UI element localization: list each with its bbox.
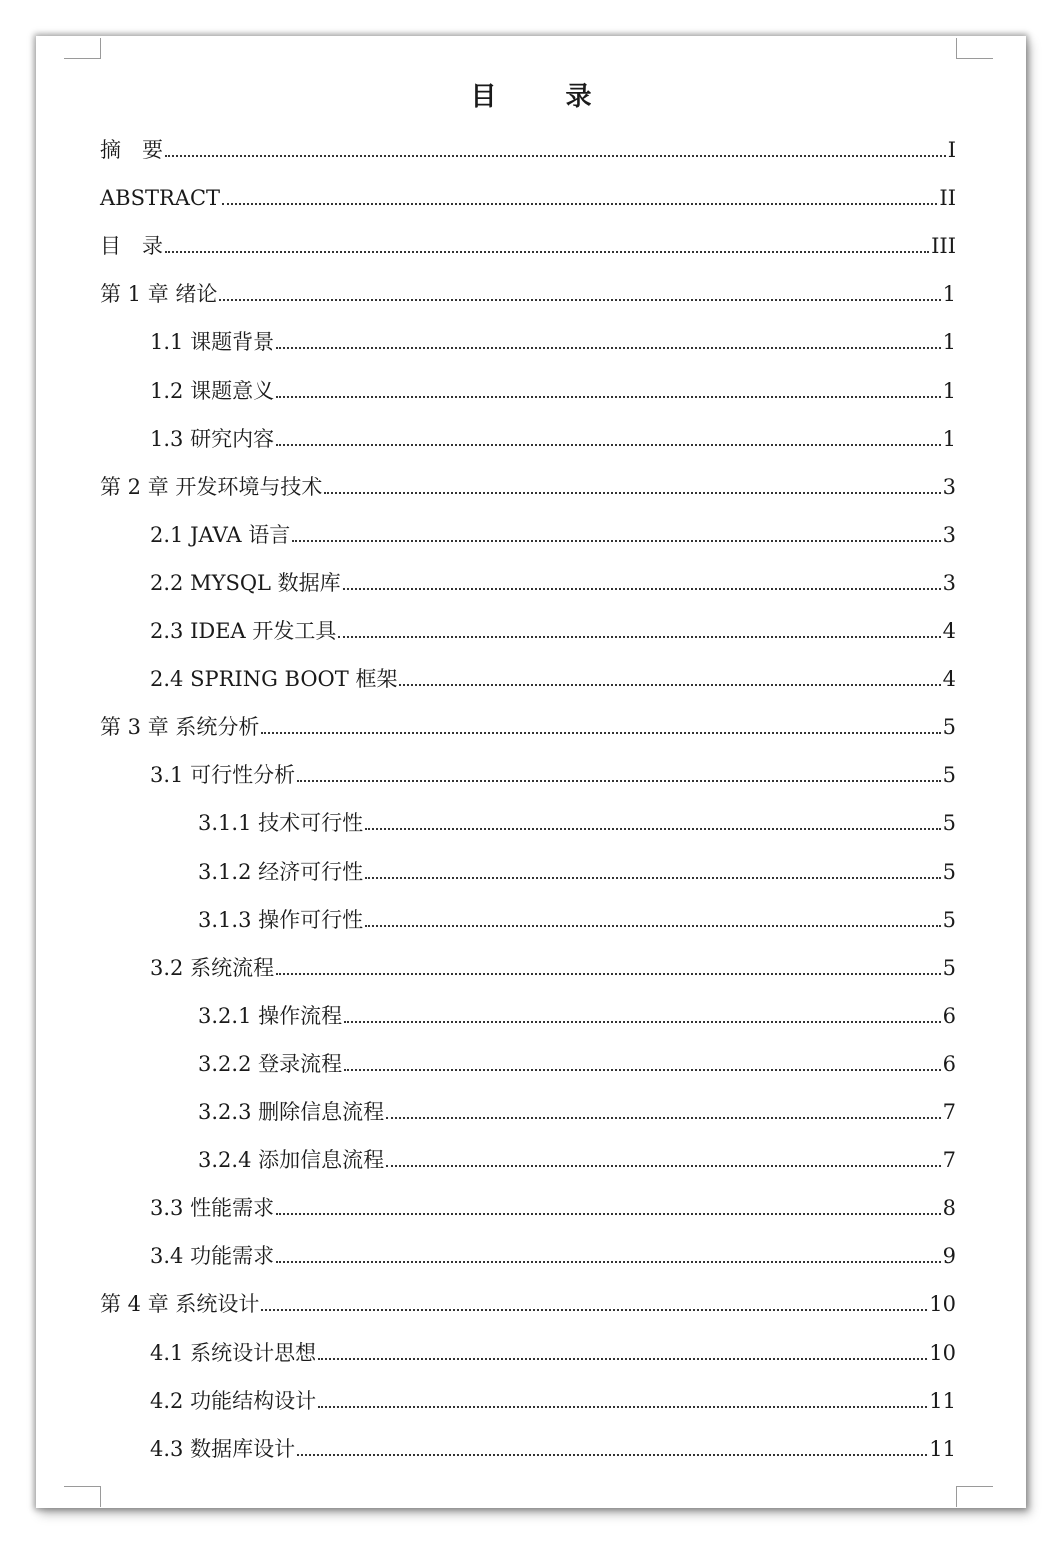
toc-entry-page-number: 4 <box>942 619 956 643</box>
toc-entry-label: 目 录 <box>100 234 163 259</box>
toc-entry-page-number: 5 <box>942 955 956 980</box>
crop-mark-top-left <box>64 38 101 59</box>
toc-entry[interactable] <box>100 521 956 549</box>
toc-dot-leader <box>324 492 940 494</box>
toc-entry-page-number: 1 <box>942 426 956 451</box>
toc-entry[interactable] <box>100 1194 956 1222</box>
toc-entry-page-number: 1 <box>942 378 956 403</box>
crop-mark-bottom-left <box>64 1486 101 1507</box>
toc-entry[interactable] <box>100 1339 956 1367</box>
toc-dot-leader <box>318 1406 927 1408</box>
toc-dot-leader <box>276 396 941 398</box>
toc-entry[interactable] <box>100 954 956 982</box>
toc-dot-leader <box>386 1165 941 1167</box>
toc-entry[interactable] <box>100 1098 956 1126</box>
crop-mark-bottom-right <box>956 1486 993 1507</box>
toc-entry[interactable] <box>100 617 956 645</box>
toc-dot-leader <box>276 347 941 349</box>
toc-entry-page-number: 3 <box>942 474 956 499</box>
toc-entry[interactable] <box>100 906 956 934</box>
toc-entry-page-number: 3 <box>942 570 956 595</box>
toc-entry[interactable] <box>100 136 956 164</box>
toc-dot-leader <box>297 1454 927 1456</box>
toc-title: 目 录 <box>470 82 622 112</box>
toc-entry-label: 3.1.3 操作可行性 <box>198 907 364 932</box>
toc-entry-label: 3.1.1 技术可行性 <box>198 811 364 836</box>
toc-entry-label: 4.3 数据库设计 <box>150 1436 296 1461</box>
toc-dot-leader <box>386 1117 941 1119</box>
toc-entry[interactable] <box>100 1290 956 1318</box>
toc-dot-leader <box>276 444 941 446</box>
toc-entry[interactable] <box>100 1387 956 1415</box>
toc-entry-page-number: 10 <box>929 1292 956 1317</box>
toc-dot-leader <box>219 299 940 301</box>
toc-entry-page-number: 11 <box>929 1388 956 1413</box>
toc-entry-page-number: 11 <box>929 1436 956 1461</box>
toc-entry-page-number: 5 <box>942 859 956 884</box>
document-page <box>36 36 1026 1508</box>
toc-entry-page-number: 1 <box>942 330 956 355</box>
toc-entry[interactable] <box>100 569 956 597</box>
toc-entry-label: 3.1 可行性分析 <box>150 763 296 788</box>
toc-entry[interactable] <box>100 665 956 693</box>
toc-entry[interactable] <box>100 473 956 501</box>
toc-entry-label: 摘 要 <box>100 138 163 162</box>
toc-entry[interactable] <box>100 1002 956 1030</box>
toc-entry-label: 3.1.2 经济可行性 <box>198 859 364 884</box>
toc-entry-page-number: 8 <box>942 1196 956 1221</box>
toc-entry[interactable] <box>100 1146 956 1174</box>
toc-entry-label: 第 2 章 开发环境与技术 <box>100 474 323 499</box>
toc-dot-leader <box>365 828 941 830</box>
crop-mark-top-right <box>956 38 993 59</box>
toc-entry-label: 3.4 功能需求 <box>150 1244 275 1269</box>
toc-dot-leader <box>165 155 946 157</box>
toc-entry-label: ABSTRACT <box>100 186 221 211</box>
toc-entry-page-number: 5 <box>942 715 956 740</box>
toc-dot-leader <box>276 1261 941 1263</box>
toc-entry[interactable] <box>100 184 956 212</box>
toc-dot-leader <box>165 251 929 253</box>
toc-entry-label: 第 4 章 系统设计 <box>100 1292 260 1317</box>
toc-entry-label: 4.1 系统设计思想 <box>150 1340 317 1365</box>
toc-dot-leader <box>365 925 941 927</box>
toc-entry-label: 1.1 课题背景 <box>150 330 275 355</box>
toc-entry-label: 2.4 SPRING BOOT 框架 <box>150 667 398 692</box>
toc-entry-page-number: 5 <box>942 763 956 788</box>
toc-dot-leader <box>365 877 941 879</box>
toc-dot-leader <box>222 203 937 205</box>
toc-entry[interactable] <box>100 1435 956 1463</box>
toc-entry-page-number: II <box>939 186 956 211</box>
toc-entry-label: 2.3 IDEA 开发工具 <box>150 619 337 643</box>
toc-dot-leader <box>292 540 940 542</box>
toc-entry-label: 3.2.4 添加信息流程 <box>198 1148 385 1173</box>
toc-entry-label: 3.2.2 登录流程 <box>198 1051 343 1076</box>
toc-entry-label: 3.2 系统流程 <box>150 955 275 980</box>
toc-entry-page-number: 7 <box>942 1100 956 1124</box>
toc-entry[interactable] <box>100 377 956 405</box>
toc-dot-leader <box>399 684 940 686</box>
toc-dot-leader <box>276 973 941 975</box>
toc-entry-page-number: 5 <box>942 907 956 932</box>
toc-dot-leader <box>344 1021 941 1023</box>
toc-entry-label: 3.2.1 操作流程 <box>198 1003 343 1028</box>
toc-dot-leader <box>318 1358 927 1360</box>
toc-entry[interactable] <box>100 858 956 886</box>
toc-entry-label: 1.2 课题意义 <box>150 378 275 403</box>
toc-entry[interactable] <box>100 809 956 837</box>
toc-entry[interactable] <box>100 761 956 789</box>
toc-entry-label: 4.2 功能结构设计 <box>150 1388 317 1413</box>
toc-dot-leader <box>276 1213 941 1215</box>
toc-dot-leader <box>297 780 941 782</box>
toc-entry-page-number: 6 <box>942 1003 956 1028</box>
toc-entry-label: 1.3 研究内容 <box>150 426 275 451</box>
toc-entry[interactable] <box>100 1242 956 1270</box>
toc-entry-page-number: III <box>931 234 956 259</box>
toc-entry-label: 第 1 章 绪论 <box>100 282 218 307</box>
toc-entry[interactable] <box>100 328 956 356</box>
toc-entry[interactable] <box>100 1050 956 1078</box>
toc-entry-page-number: 4 <box>942 667 956 692</box>
toc-dot-leader <box>261 732 940 734</box>
toc-entry[interactable] <box>100 232 956 260</box>
toc-entry-page-number: 10 <box>929 1340 956 1365</box>
toc-entry-page-number: 3 <box>942 522 956 547</box>
toc-entry[interactable] <box>100 713 956 741</box>
toc-dot-leader <box>261 1309 927 1311</box>
toc-entry-page-number: 9 <box>942 1244 956 1269</box>
toc-entry-label: 2.1 JAVA 语言 <box>150 522 291 547</box>
toc-entry[interactable] <box>100 425 956 453</box>
toc-entry-page-number: I <box>947 138 956 162</box>
toc-entry[interactable] <box>100 280 956 308</box>
toc-dot-leader <box>344 1069 941 1071</box>
toc-entry-page-number: 5 <box>942 811 956 836</box>
toc-entry-label: 第 3 章 系统分析 <box>100 715 260 740</box>
toc-entry-label: 3.3 性能需求 <box>150 1196 275 1221</box>
toc-entry-page-number: 6 <box>942 1051 956 1076</box>
toc-entry-label: 2.2 MYSQL 数据库 <box>150 570 341 595</box>
toc-dot-leader <box>343 588 941 590</box>
toc-entry-page-number: 1 <box>942 282 956 307</box>
toc-entry-label: 3.2.3 删除信息流程 <box>198 1100 385 1124</box>
toc-dot-leader <box>338 636 940 638</box>
toc-entry-page-number: 7 <box>942 1148 956 1173</box>
